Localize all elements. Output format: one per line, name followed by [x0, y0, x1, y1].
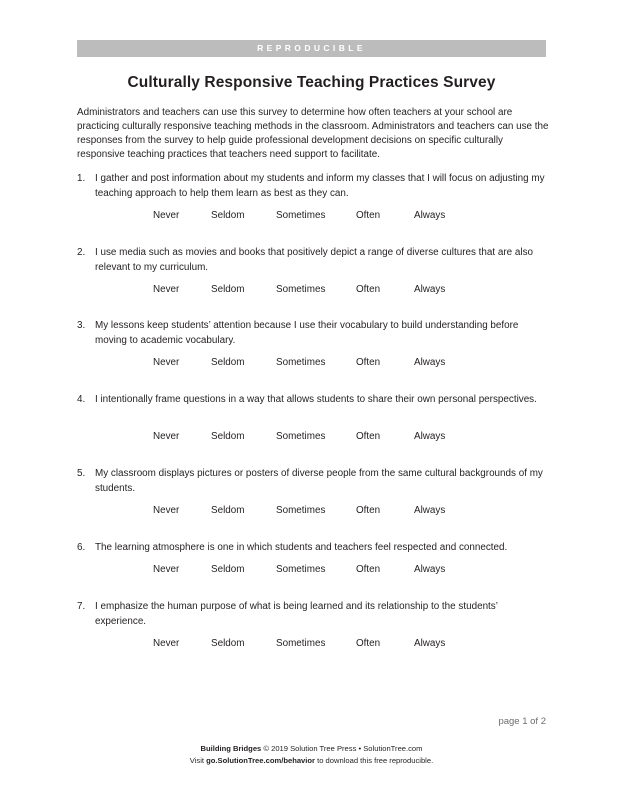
footer-copyright: © 2019 Solution Tree Press • SolutionTree.com: [263, 744, 423, 753]
rating-option-seldom[interactable]: Seldom: [211, 431, 245, 442]
footer-visit-line: [77, 755, 546, 767]
question-text: I intentionally frame questions in a way that allows students to share their own personal perspectives.: [95, 394, 537, 405]
question-text: I use media such as movies and books that positively depict a range of diverse cultures that are also relevant to my curriculum.: [95, 247, 534, 273]
rating-option-sometimes[interactable]: Sometimes: [276, 564, 326, 575]
question-number: 3.: [77, 320, 86, 331]
rating-option-seldom[interactable]: Seldom: [211, 357, 245, 368]
question-text: The learning atmosphere is one in which students and teachers feel respected and connected.: [95, 542, 508, 553]
rating-option-sometimes[interactable]: Sometimes: [276, 431, 326, 442]
rating-option-often[interactable]: Often: [356, 505, 381, 516]
rating-option-never[interactable]: Never: [153, 210, 180, 221]
footer-visit-suffix: to download this free reproducible.: [315, 755, 434, 765]
rating-option-seldom[interactable]: Seldom: [211, 638, 245, 649]
question-number: 1.: [77, 173, 86, 184]
rating-option-always[interactable]: Always: [414, 284, 446, 295]
rating-option-sometimes[interactable]: Sometimes: [276, 638, 326, 649]
intro-paragraph: Administrators and teachers can use this survey to determine how often teachers at your school are practicing culturally responsive teaching methods in the classroom. Administrators and teachers can use the responses from the survey to help guide professional development decisions on specific culturally responsive teaching practices that teachers need support to facilitate.: [77, 107, 549, 160]
question-number: 4.: [77, 394, 86, 405]
footer: [77, 743, 546, 766]
rating-option-never[interactable]: Never: [153, 638, 180, 649]
rating-scale: [77, 356, 549, 370]
question-text: My classroom displays pictures or posters of diverse people from the same cultural backgrounds of my students.: [95, 468, 543, 494]
rating-scale: [77, 283, 549, 297]
question-number: 2.: [77, 247, 86, 258]
footer-book-title: Building Bridges: [200, 744, 262, 753]
rating-scale: [77, 504, 549, 518]
footer-url-link[interactable]: go.SolutionTree.com/behavior: [206, 755, 315, 765]
page-indicator: page 1 of 2: [498, 716, 546, 727]
rating-option-never[interactable]: Never: [153, 505, 180, 516]
rating-option-often[interactable]: Often: [356, 431, 381, 442]
question-text: My lessons keep students’ attention because I use their vocabulary to build understanding before moving to academic vocabulary.: [95, 320, 519, 346]
rating-option-always[interactable]: Always: [414, 564, 446, 575]
rating-option-always[interactable]: Always: [414, 638, 446, 649]
rating-option-sometimes[interactable]: Sometimes: [276, 357, 326, 368]
rating-option-never[interactable]: Never: [153, 284, 180, 295]
rating-option-always[interactable]: Always: [414, 431, 446, 442]
rating-option-sometimes[interactable]: Sometimes: [276, 505, 326, 516]
rating-option-sometimes[interactable]: Sometimes: [276, 284, 326, 295]
rating-option-often[interactable]: Often: [356, 210, 381, 221]
rating-option-seldom[interactable]: Seldom: [211, 564, 245, 575]
question-number: 7.: [77, 601, 86, 612]
rating-option-seldom[interactable]: Seldom: [211, 284, 245, 295]
reproducible-banner: REPRODUCIBLE: [77, 40, 546, 57]
rating-option-seldom[interactable]: Seldom: [211, 505, 245, 516]
rating-option-often[interactable]: Often: [356, 564, 381, 575]
rating-option-never[interactable]: Never: [153, 357, 180, 368]
rating-option-never[interactable]: Never: [153, 431, 180, 442]
rating-option-often[interactable]: Often: [356, 284, 381, 295]
footer-visit-prefix: Visit: [189, 755, 207, 765]
rating-option-always[interactable]: Always: [414, 505, 446, 516]
rating-option-always[interactable]: Always: [414, 357, 446, 368]
question-number: 6.: [77, 542, 86, 553]
question-text: I gather and post information about my students and inform my classes that I will focus on adjusting my teaching approach to help them learn as best as they can.: [95, 173, 545, 199]
rating-option-sometimes[interactable]: Sometimes: [276, 210, 326, 221]
rating-option-always[interactable]: Always: [414, 210, 446, 221]
rating-option-often[interactable]: Often: [356, 357, 381, 368]
page-title: Culturally Responsive Teaching Practices Survey: [127, 74, 496, 91]
footer-copyright-line: [77, 743, 546, 755]
question-text: I emphasize the human purpose of what is being learned and its relationship to the students’ experience.: [95, 601, 498, 627]
rating-scale: [77, 430, 549, 444]
rating-option-often[interactable]: Often: [356, 638, 381, 649]
rating-scale: [77, 209, 549, 223]
rating-scale: [77, 563, 549, 577]
rating-option-never[interactable]: Never: [153, 564, 180, 575]
question-number: 5.: [77, 468, 86, 479]
rating-scale: [77, 637, 549, 651]
rating-option-seldom[interactable]: Seldom: [211, 210, 245, 221]
